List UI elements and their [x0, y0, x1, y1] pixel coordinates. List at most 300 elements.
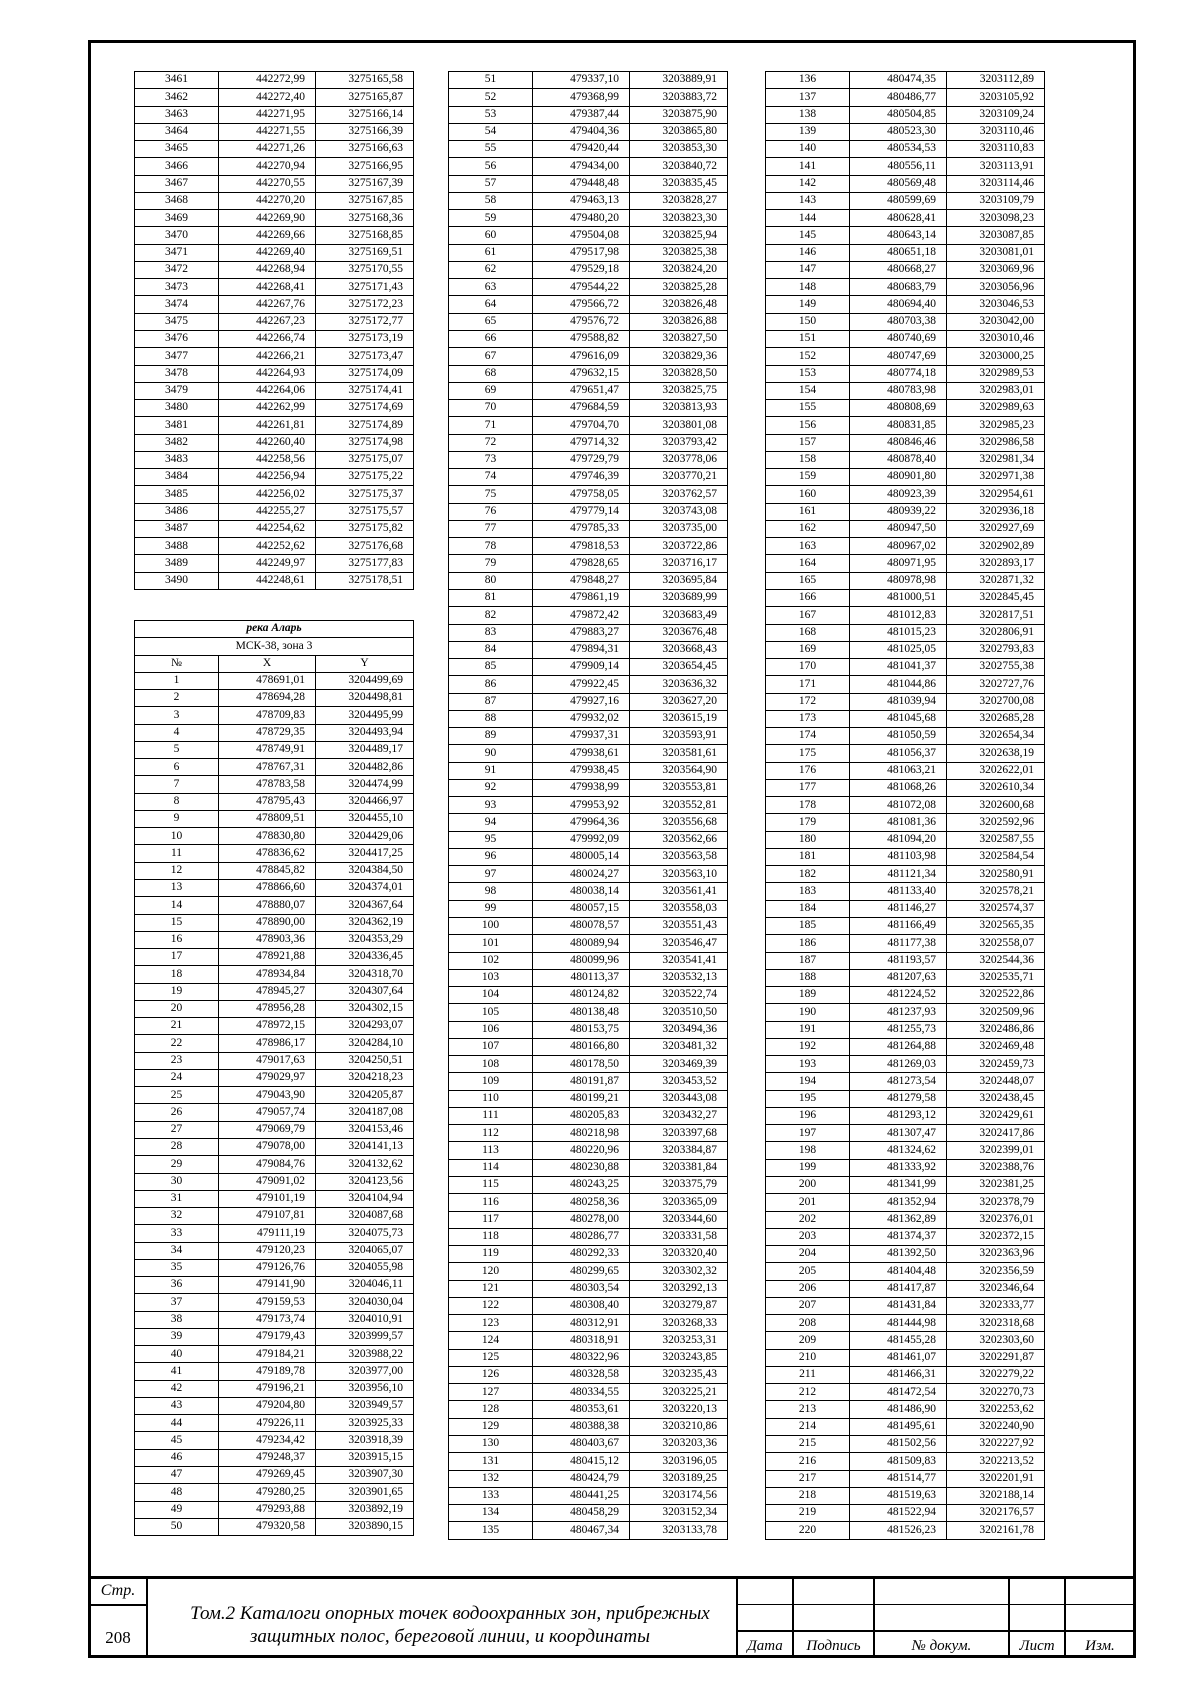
- coord-x: 481495,61: [850, 1418, 947, 1435]
- table-row: [135, 175, 414, 192]
- coord-x: 479828,65: [533, 555, 630, 572]
- coord-x: 478986,17: [219, 1035, 316, 1052]
- coord-x: 479818,53: [533, 538, 630, 555]
- coord-y: 3203522,74: [630, 987, 728, 1004]
- coord-y: 3203152,34: [630, 1505, 728, 1522]
- point-number: 191: [766, 1021, 850, 1038]
- coord-y: 3203562,66: [630, 831, 728, 848]
- coord-y: 3202902,89: [947, 538, 1045, 555]
- point-number: 48: [135, 1484, 219, 1501]
- coord-x: 480651,18: [850, 244, 947, 261]
- coord-y: 3275175,07: [316, 451, 414, 468]
- point-number: 3462: [135, 89, 219, 106]
- coord-x: 481039,94: [850, 693, 947, 710]
- coord-x: 480278,00: [533, 1211, 630, 1228]
- coord-table-a: [134, 71, 414, 590]
- coord-x: 479848,27: [533, 572, 630, 589]
- point-number: 2: [135, 690, 219, 707]
- table-row: [135, 313, 414, 330]
- header-number: №: [135, 655, 219, 672]
- coord-y: 3204367,64: [316, 897, 414, 914]
- table-row: [135, 89, 414, 106]
- coord-y: 3202253,62: [947, 1401, 1045, 1418]
- stamp-row-line-1: [736, 1604, 1136, 1605]
- title-line-1: Том.2 Каталоги опорных точек водоохранных зон, прибрежных: [190, 1603, 710, 1624]
- coord-y: 3202388,76: [947, 1159, 1045, 1176]
- coord-y: 3203901,65: [316, 1484, 414, 1501]
- coord-x: 481417,87: [850, 1280, 947, 1297]
- table-row: [766, 210, 1045, 227]
- coord-x: 479480,20: [533, 210, 630, 227]
- table-row: [766, 1366, 1045, 1383]
- point-number: 203: [766, 1228, 850, 1245]
- coord-y: 3203835,45: [630, 175, 728, 192]
- coord-x: 481133,40: [850, 883, 947, 900]
- coord-y: 3202356,59: [947, 1263, 1045, 1280]
- table-row: [766, 123, 1045, 140]
- coord-y: 3203087,85: [947, 227, 1045, 244]
- point-number: 93: [449, 797, 533, 814]
- point-number: 66: [449, 330, 533, 347]
- coord-y: 3203918,39: [316, 1432, 414, 1449]
- coord-x: 479069,79: [219, 1121, 316, 1138]
- table-row: [766, 779, 1045, 796]
- coord-y: 3204307,64: [316, 983, 414, 1000]
- point-number: 180: [766, 831, 850, 848]
- coord-x: 479368,99: [533, 89, 630, 106]
- coord-y: 3202429,61: [947, 1107, 1045, 1124]
- coord-y: 3275166,39: [316, 123, 414, 140]
- coord-x: 479196,21: [219, 1380, 316, 1397]
- coord-y: 3202845,45: [947, 589, 1045, 606]
- coord-y: 3204455,10: [316, 810, 414, 827]
- point-number: 12: [135, 862, 219, 879]
- coord-y: 3202376,01: [947, 1211, 1045, 1228]
- coord-y: 3202989,63: [947, 400, 1045, 417]
- point-number: 3467: [135, 175, 219, 192]
- coord-y: 3202806,91: [947, 624, 1045, 641]
- coord-x: 442270,20: [219, 192, 316, 209]
- coord-y: 3202927,69: [947, 520, 1045, 537]
- table-row: [449, 969, 728, 986]
- coord-x: 480569,48: [850, 175, 947, 192]
- coord-x: 480467,34: [533, 1522, 630, 1539]
- coord-x: 480967,02: [850, 538, 947, 555]
- point-number: 166: [766, 589, 850, 606]
- coord-y: 3202176,57: [947, 1505, 1045, 1522]
- coord-x: 479504,08: [533, 227, 630, 244]
- coord-y: 3203320,40: [630, 1246, 728, 1263]
- table-row: [766, 883, 1045, 900]
- coord-x: 479927,16: [533, 693, 630, 710]
- coord-y: 3203826,48: [630, 296, 728, 313]
- point-number: 160: [766, 486, 850, 503]
- table-row: [135, 672, 414, 689]
- coord-y: 3203824,20: [630, 261, 728, 278]
- point-number: 92: [449, 779, 533, 796]
- point-number: 47: [135, 1467, 219, 1484]
- coord-y: 3275174,89: [316, 417, 414, 434]
- coord-y: 3203615,19: [630, 710, 728, 727]
- point-number: 138: [766, 106, 850, 123]
- coord-y: 3203243,85: [630, 1349, 728, 1366]
- point-number: 69: [449, 382, 533, 399]
- point-number: 201: [766, 1194, 850, 1211]
- point-number: 3468: [135, 192, 219, 209]
- coord-y: 3204075,73: [316, 1225, 414, 1242]
- coord-y: 3203253,31: [630, 1332, 728, 1349]
- coord-x: 480303,54: [533, 1280, 630, 1297]
- point-number: 179: [766, 814, 850, 831]
- coord-x: 480230,88: [533, 1159, 630, 1176]
- table-row: [449, 1211, 728, 1228]
- coord-y: 3203558,03: [630, 900, 728, 917]
- coord-y: 3202438,45: [947, 1090, 1045, 1107]
- point-number: 167: [766, 607, 850, 624]
- point-number: 140: [766, 141, 850, 158]
- point-number: 20: [135, 1000, 219, 1017]
- coord-x: 481103,98: [850, 848, 947, 865]
- coord-x: 481466,31: [850, 1366, 947, 1383]
- stamp-top-line: [88, 1576, 1136, 1579]
- coord-x: 442269,66: [219, 227, 316, 244]
- point-number: 26: [135, 1104, 219, 1121]
- point-number: 116: [449, 1194, 533, 1211]
- coord-y: 3203581,61: [630, 745, 728, 762]
- table-row: [449, 779, 728, 796]
- table-row: [766, 227, 1045, 244]
- point-number: 3470: [135, 227, 219, 244]
- table-row: [449, 1297, 728, 1314]
- table-row: [766, 382, 1045, 399]
- table-caption: река Аларь: [135, 621, 414, 638]
- coord-x: 480286,77: [533, 1228, 630, 1245]
- coord-y: 3203825,94: [630, 227, 728, 244]
- point-number: 155: [766, 400, 850, 417]
- point-number: 171: [766, 676, 850, 693]
- table-row: [135, 123, 414, 140]
- point-number: 77: [449, 520, 533, 537]
- point-number: 49: [135, 1501, 219, 1518]
- coord-y: 3203109,79: [947, 192, 1045, 209]
- coord-x: 442256,94: [219, 469, 316, 486]
- point-number: 38: [135, 1311, 219, 1328]
- point-number: 3478: [135, 365, 219, 382]
- point-number: 87: [449, 693, 533, 710]
- coord-x: 481526,23: [850, 1522, 947, 1539]
- table-row: [135, 434, 414, 451]
- point-number: 218: [766, 1487, 850, 1504]
- point-number: 129: [449, 1418, 533, 1435]
- table-row: [766, 1056, 1045, 1073]
- point-number: 159: [766, 469, 850, 486]
- coord-x: 442271,55: [219, 123, 316, 140]
- coord-y: 3202817,51: [947, 607, 1045, 624]
- coord-y: 3203636,32: [630, 676, 728, 693]
- coord-y: 3204482,86: [316, 759, 414, 776]
- table-row: [135, 555, 414, 572]
- coord-x: 442248,61: [219, 572, 316, 589]
- point-number: 130: [449, 1435, 533, 1452]
- table-row: [135, 365, 414, 382]
- coord-y: 3203778,06: [630, 451, 728, 468]
- table-row: [449, 831, 728, 848]
- table-row: [135, 1294, 414, 1311]
- coord-y: 3202270,73: [947, 1384, 1045, 1401]
- coord-y: 3204429,06: [316, 828, 414, 845]
- coord-y: 3204132,62: [316, 1156, 414, 1173]
- table-row: [766, 469, 1045, 486]
- coord-x: 442266,74: [219, 330, 316, 347]
- table-row: [135, 724, 414, 741]
- coord-y: 3202986,58: [947, 434, 1045, 451]
- table-row: [135, 106, 414, 123]
- point-number: 3486: [135, 503, 219, 520]
- table-row: [449, 693, 728, 710]
- coord-x: 481044,86: [850, 676, 947, 693]
- coord-y: 3275175,82: [316, 520, 414, 537]
- coord-x: 481177,38: [850, 935, 947, 952]
- coord-y: 3202793,83: [947, 641, 1045, 658]
- header-y: Y: [316, 655, 414, 672]
- table-row: [449, 555, 728, 572]
- coord-x: 442271,95: [219, 106, 316, 123]
- table-row: [449, 348, 728, 365]
- coord-x: 481324,62: [850, 1142, 947, 1159]
- table-row: [135, 1449, 414, 1466]
- coord-x: 479226,11: [219, 1415, 316, 1432]
- coord-y: 3275170,55: [316, 261, 414, 278]
- coord-x: 480599,69: [850, 192, 947, 209]
- coord-x: 478691,01: [219, 672, 316, 689]
- coord-y: 3204205,87: [316, 1087, 414, 1104]
- table-row: [766, 969, 1045, 986]
- point-number: 110: [449, 1090, 533, 1107]
- coord-y: 3204489,17: [316, 741, 414, 758]
- table-row: [766, 676, 1045, 693]
- table-row: [766, 1194, 1045, 1211]
- coord-x: 480124,82: [533, 987, 630, 1004]
- point-number: 128: [449, 1401, 533, 1418]
- table-row: [135, 914, 414, 931]
- coord-x: 481455,28: [850, 1332, 947, 1349]
- table-row: [449, 952, 728, 969]
- table-row: [135, 1311, 414, 1328]
- coord-y: 3203853,30: [630, 141, 728, 158]
- point-number: 154: [766, 382, 850, 399]
- point-number: 95: [449, 831, 533, 848]
- point-number: 175: [766, 745, 850, 762]
- point-number: 3475: [135, 313, 219, 330]
- table-row: [449, 1090, 728, 1107]
- coord-x: 479953,92: [533, 797, 630, 814]
- coord-y: 3204318,70: [316, 966, 414, 983]
- point-number: 206: [766, 1280, 850, 1297]
- coord-y: 3202469,48: [947, 1038, 1045, 1055]
- coord-y: 3202161,78: [947, 1522, 1045, 1539]
- point-number: 183: [766, 883, 850, 900]
- coord-x: 481121,34: [850, 866, 947, 883]
- coord-y: 3275169,51: [316, 244, 414, 261]
- point-number: 81: [449, 589, 533, 606]
- point-number: 212: [766, 1384, 850, 1401]
- table-row: [766, 261, 1045, 278]
- point-number: 4: [135, 724, 219, 741]
- coord-y: 3204123,56: [316, 1173, 414, 1190]
- coord-x: 479434,00: [533, 158, 630, 175]
- table-row: [766, 244, 1045, 261]
- point-number: 88: [449, 710, 533, 727]
- point-number: 64: [449, 296, 533, 313]
- coord-x: 480504,85: [850, 106, 947, 123]
- table-row: [449, 175, 728, 192]
- point-number: 3483: [135, 451, 219, 468]
- point-number: 32: [135, 1208, 219, 1225]
- table-row: [449, 106, 728, 123]
- stamp-vline-1: [146, 1576, 148, 1658]
- coord-x: 480939,22: [850, 503, 947, 520]
- coord-x: 480038,14: [533, 883, 630, 900]
- table-row: [449, 676, 728, 693]
- table-row: [766, 296, 1045, 313]
- table-row: [449, 1038, 728, 1055]
- coord-x: 479448,48: [533, 175, 630, 192]
- point-number: 157: [766, 434, 850, 451]
- coord-y: 3275174,09: [316, 365, 414, 382]
- coord-x: 478956,28: [219, 1000, 316, 1017]
- coord-y: 3275175,57: [316, 503, 414, 520]
- table-row: [766, 330, 1045, 347]
- coord-x: 481056,37: [850, 745, 947, 762]
- coord-y: 3203828,27: [630, 192, 728, 209]
- table-row: [449, 400, 728, 417]
- table-row: [766, 693, 1045, 710]
- table-row: [766, 1505, 1045, 1522]
- coord-x: 478972,15: [219, 1018, 316, 1035]
- coord-y: 3202871,32: [947, 572, 1045, 589]
- table-row: [449, 1280, 728, 1297]
- table-row: [766, 745, 1045, 762]
- coord-x: 479337,10: [533, 72, 630, 89]
- table-row: [766, 313, 1045, 330]
- table-row: [135, 793, 414, 810]
- point-number: 137: [766, 89, 850, 106]
- table-row: [766, 572, 1045, 589]
- coord-y: 3203546,47: [630, 935, 728, 952]
- coord-x: 478729,35: [219, 724, 316, 741]
- point-number: 176: [766, 762, 850, 779]
- point-number: 50: [135, 1518, 219, 1535]
- coord-y: 3203883,72: [630, 89, 728, 106]
- point-number: 3485: [135, 486, 219, 503]
- table-row: [766, 710, 1045, 727]
- point-number: 3465: [135, 141, 219, 158]
- coord-x: 481374,37: [850, 1228, 947, 1245]
- coord-x: 480299,65: [533, 1263, 630, 1280]
- point-number: 44: [135, 1415, 219, 1432]
- coord-y: 3203689,99: [630, 589, 728, 606]
- point-number: 196: [766, 1107, 850, 1124]
- coord-x: 480153,75: [533, 1021, 630, 1038]
- table-row: [449, 1332, 728, 1349]
- coord-x: 481068,26: [850, 779, 947, 796]
- table-row: [766, 1401, 1045, 1418]
- coord-y: 3204498,81: [316, 690, 414, 707]
- coord-y: 3202213,52: [947, 1453, 1045, 1470]
- point-number: 31: [135, 1190, 219, 1207]
- coord-y: 3203081,01: [947, 244, 1045, 261]
- coord-y: 3203268,33: [630, 1315, 728, 1332]
- coord-x: 478830,80: [219, 828, 316, 845]
- stamp-col-date: Дата: [747, 1638, 783, 1654]
- coord-y: 3203098,23: [947, 210, 1045, 227]
- point-number: 45: [135, 1432, 219, 1449]
- coord-x: 481050,59: [850, 728, 947, 745]
- coord-y: 3203196,05: [630, 1453, 728, 1470]
- table-row: [449, 797, 728, 814]
- point-number: 199: [766, 1159, 850, 1176]
- coord-x: 481522,94: [850, 1505, 947, 1522]
- table-row: [135, 192, 414, 209]
- coord-y: 3203793,42: [630, 434, 728, 451]
- coord-x: 480353,61: [533, 1401, 630, 1418]
- point-number: 25: [135, 1087, 219, 1104]
- point-number: 219: [766, 1505, 850, 1522]
- table-row: [766, 1142, 1045, 1159]
- point-number: 202: [766, 1211, 850, 1228]
- coord-y: 3203735,00: [630, 520, 728, 537]
- table-row: [766, 866, 1045, 883]
- table-row: [135, 1035, 414, 1052]
- coord-y: 3203907,30: [316, 1467, 414, 1484]
- coord-y: 3204374,01: [316, 879, 414, 896]
- table-row: [766, 952, 1045, 969]
- coord-y: 3275174,69: [316, 400, 414, 417]
- point-number: 54: [449, 123, 533, 140]
- coord-y: 3203828,50: [630, 365, 728, 382]
- point-number: 39: [135, 1328, 219, 1345]
- point-number: 188: [766, 969, 850, 986]
- point-number: 141: [766, 158, 850, 175]
- point-number: 109: [449, 1073, 533, 1090]
- coord-x: 481307,47: [850, 1125, 947, 1142]
- coord-x: 478845,82: [219, 862, 316, 879]
- table-row: [135, 279, 414, 296]
- point-number: 52: [449, 89, 533, 106]
- point-number: 102: [449, 952, 533, 969]
- coord-y: 3203743,08: [630, 503, 728, 520]
- point-number: 120: [449, 1263, 533, 1280]
- point-number: 98: [449, 883, 533, 900]
- point-number: 51: [449, 72, 533, 89]
- table-row: [449, 486, 728, 503]
- coord-x: 479632,15: [533, 365, 630, 382]
- coord-y: 3203977,00: [316, 1363, 414, 1380]
- table-row: [449, 469, 728, 486]
- coord-y: 3275168,36: [316, 210, 414, 227]
- point-number: 36: [135, 1277, 219, 1294]
- coord-y: 3202985,23: [947, 417, 1045, 434]
- table-row: [449, 141, 728, 158]
- coord-x: 480024,27: [533, 866, 630, 883]
- point-number: 119: [449, 1246, 533, 1263]
- coord-x: 481166,49: [850, 918, 947, 935]
- point-number: 181: [766, 848, 850, 865]
- coord-x: 481293,12: [850, 1107, 947, 1124]
- coord-x: 479017,63: [219, 1052, 316, 1069]
- coord-x: 481486,90: [850, 1401, 947, 1418]
- coord-y: 3203999,57: [316, 1328, 414, 1345]
